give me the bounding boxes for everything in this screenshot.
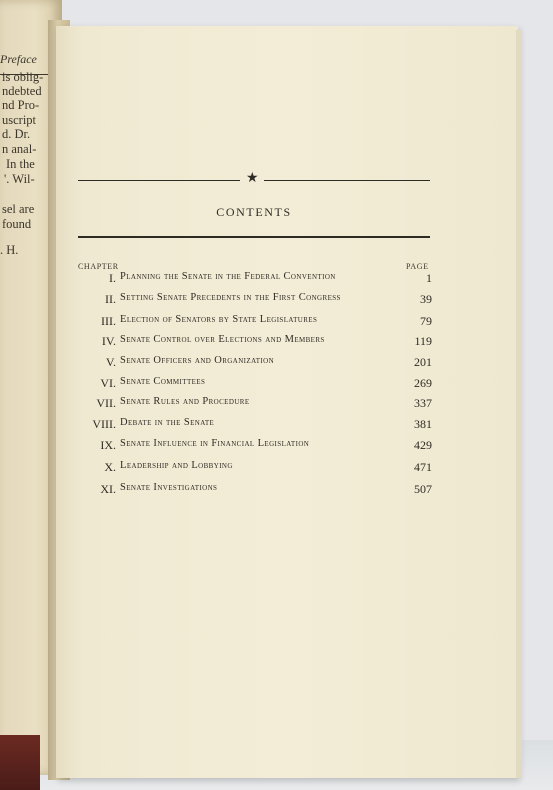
toc-entry xyxy=(0,271,553,287)
left-page-fragment: is oblig- xyxy=(2,70,44,84)
chapter-title: Leadership and Lobbying xyxy=(120,460,233,471)
chapter-page: 337 xyxy=(414,396,432,410)
left-page-fragment: ndebted xyxy=(2,84,42,98)
left-page-fragment: uscript xyxy=(2,113,37,127)
chapter-number: I. xyxy=(109,271,116,285)
chapter-title: Election of Senators by State Legislatures xyxy=(120,314,318,325)
chapter-page: 269 xyxy=(414,376,432,390)
chapter-title: Senate Influence in Financial Legislation xyxy=(120,438,310,449)
chapter-number: VIII. xyxy=(92,417,116,431)
ornament-divider xyxy=(78,172,430,192)
heading-rule xyxy=(78,236,430,238)
chapter-number: III. xyxy=(101,314,116,328)
chapter-page: 201 xyxy=(414,355,432,369)
chapter-column-label: CHAPTER xyxy=(78,262,119,271)
chapter-title: Senate Committees xyxy=(120,376,206,387)
toc-entry xyxy=(0,355,553,371)
chapter-number: X. xyxy=(104,460,116,474)
toc-entry xyxy=(0,292,553,308)
chapter-title: Senate Investigations xyxy=(120,482,218,493)
chapter-number: II. xyxy=(105,292,116,306)
toc-entry xyxy=(0,314,553,330)
left-page-header: Preface xyxy=(0,52,37,66)
left-page-fragment: In the xyxy=(6,157,35,171)
left-page-fragment: sel are xyxy=(2,202,35,216)
star-icon: ★ xyxy=(246,170,259,186)
left-page-fragment: '. Wil- xyxy=(4,172,35,186)
ornament-rule-left xyxy=(78,180,240,181)
chapter-page: 429 xyxy=(414,438,432,452)
ornament-rule-right xyxy=(264,180,430,181)
toc-entry xyxy=(0,460,553,476)
chapter-number: IX. xyxy=(100,438,116,452)
chapter-title: Senate Control over Elections and Members xyxy=(120,334,325,345)
contents-heading: CONTENTS xyxy=(216,205,292,219)
chapter-number: IV. xyxy=(101,334,116,348)
chapter-number: VI. xyxy=(100,376,116,390)
left-page-fragment: d. Dr. xyxy=(2,127,31,141)
left-page-fragment: . H. xyxy=(0,243,19,257)
toc-entry xyxy=(0,396,553,412)
toc-entry xyxy=(0,376,553,392)
chapter-title: Planning the Senate in the Federal Convention xyxy=(120,271,336,282)
chapter-page: 381 xyxy=(414,417,432,431)
toc-entry xyxy=(0,417,553,433)
left-page-fragment: nd Pro- xyxy=(2,98,40,112)
toc-entry xyxy=(0,334,553,350)
left-page-fragment: n anal- xyxy=(2,142,37,156)
chapter-title: Senate Officers and Organization xyxy=(120,355,275,366)
chapter-page: 471 xyxy=(414,460,432,474)
chapter-title: Debate in the Senate xyxy=(120,417,215,428)
chapter-page: 119 xyxy=(414,334,432,348)
chapter-page: 507 xyxy=(414,482,432,496)
toc-entry xyxy=(0,438,553,454)
chapter-number: VII. xyxy=(96,396,116,410)
left-page-fragment: found xyxy=(2,217,32,231)
chapter-number: V. xyxy=(105,355,116,369)
page-column-label: PAGE xyxy=(406,262,429,271)
book-cover-edge xyxy=(0,735,40,790)
chapter-page: 39 xyxy=(420,292,432,306)
chapter-number: XI. xyxy=(100,482,116,496)
toc-entry xyxy=(0,482,553,498)
chapter-page: 1 xyxy=(426,271,432,285)
chapter-title: Setting Senate Precedents in the First Congress xyxy=(120,292,341,303)
chapter-page: 79 xyxy=(420,314,432,328)
chapter-title: Senate Rules and Procedure xyxy=(120,396,250,407)
